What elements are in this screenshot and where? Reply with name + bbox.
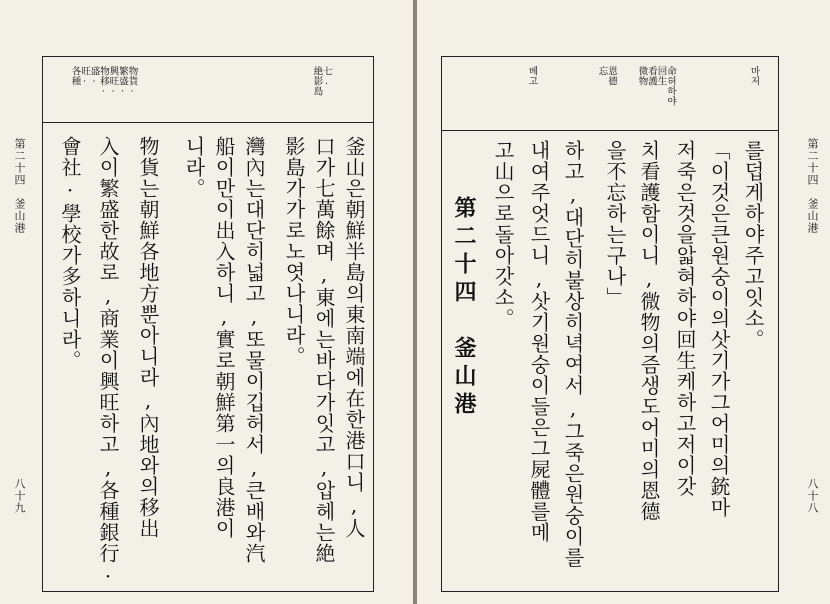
right-page: [417, 0, 830, 604]
right-note-3: 恩德 忘: [596, 66, 617, 86]
left-running-title: 第二十四 釜山港: [13, 138, 26, 234]
right-note-1: 마저: [748, 66, 760, 86]
right-column-6: 하고,대단히불상히녁여서,그죽은원숭이를: [561, 140, 585, 568]
left-column-6: 니라。: [182, 136, 206, 199]
left-column-5: 船이만이出入하니,實로朝鮮第一의良港이: [212, 136, 236, 539]
lesson-title: 第二十四 釜山港: [451, 196, 477, 420]
left-column-8: 入이繁盛한故로,商業이興旺하고,各種銀行·: [96, 136, 120, 589]
left-column-9: 會社·學校가多하니라。: [58, 136, 82, 371]
left-note-1: 七. 絶影島: [311, 66, 332, 96]
right-column-5: 을不忘하는구나」: [603, 140, 627, 308]
left-note-2: 物貨· 繁盛· 興旺·: [107, 66, 138, 98]
right-page-number: 八十八: [806, 478, 819, 514]
right-column-7: 내여주엇드니,삿기원숭이들은그屍體를메: [527, 140, 551, 543]
right-column-2: 「이것은큰원숭이의삿기가그어미의銃마: [707, 140, 731, 518]
left-page: [0, 0, 414, 604]
left-column-1: 釜山은朝鮮半島의東南端에在한港口니,人: [342, 136, 366, 539]
left-column-2: 口가七萬餘며,東에는바다가잇고,압헤는絶: [312, 136, 336, 564]
left-column-4: 灣內는대단히넓고,또물이깁허서,큰배와汽: [242, 136, 266, 564]
right-column-3: 저죽은것을앏혀하야回生케하고저이갓: [673, 140, 697, 497]
left-note-3: 物移· 盛· 旺· 各種: [69, 66, 109, 98]
right-note-2: 命허하야 回生 看護 微物: [636, 66, 676, 106]
right-column-4: 치看護함이니,微物의즘생도어미의恩德: [637, 140, 661, 522]
right-column-1: 를덥게하야주고잇소。: [741, 140, 765, 350]
left-page-number: 八十九: [13, 478, 26, 514]
left-column-3: 影島가가로노엿나니라。: [282, 136, 306, 367]
right-running-title: 第二十四 釜山港: [806, 138, 819, 234]
right-column-8: 고山으로돌아갓소。: [491, 140, 515, 329]
left-column-7: 物貨는朝鮮各地方뿐아니라,內地와의移出: [136, 136, 160, 539]
right-note-footer: 베고: [526, 66, 538, 86]
